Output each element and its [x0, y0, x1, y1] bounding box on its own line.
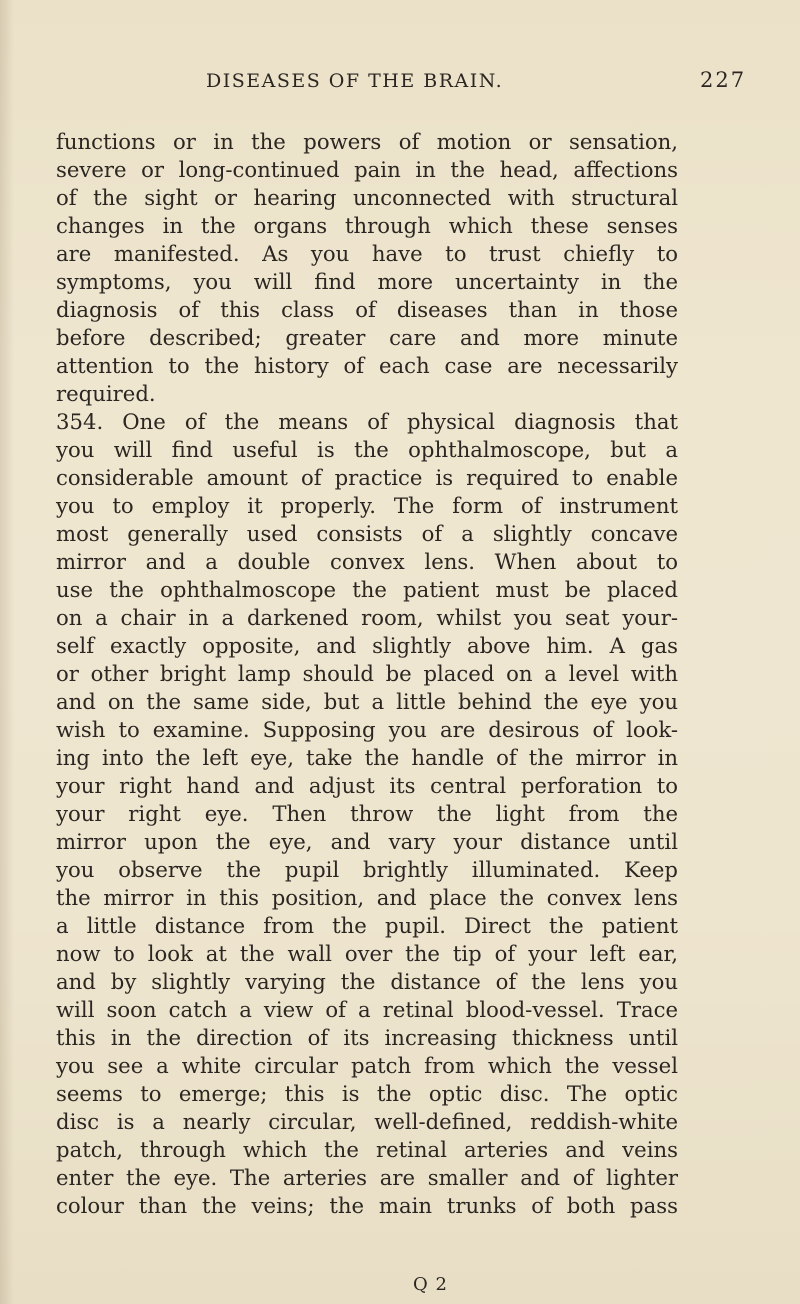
paragraph-354-start: 354. One of the means of physical diagnosis that: [56, 409, 678, 434]
text-line: attention to the history of each case are necessarily: [56, 353, 678, 378]
text-line: seems to emerge; this is the optic disc. The optic: [56, 1081, 678, 1106]
page-number: 227: [700, 68, 747, 92]
text-line: on a chair in a darkened room, whilst you seat your-: [56, 605, 678, 630]
text-line: this in the direction of its increasing thickness until: [56, 1025, 678, 1050]
text-line: severe or long-continued pain in the head, affections: [56, 157, 678, 182]
text-line: your right hand and adjust its central perforation to: [56, 773, 678, 798]
text-line: you to employ it properly. The form of instrument: [56, 493, 678, 518]
text-line: you observe the pupil brightly illuminated. Keep: [56, 857, 678, 882]
running-head: DISEASES OF THE BRAIN.: [206, 70, 504, 92]
text-line: considerable amount of practice is required to enable: [56, 465, 678, 490]
text-line: ing into the left eye, take the handle of the mirror in: [56, 745, 678, 770]
text-line: enter the eye. The arteries are smaller and of lighter: [56, 1165, 678, 1190]
page-gutter-shadow: [0, 0, 14, 1304]
text-line: symptoms, you will find more uncertainty in the: [56, 269, 678, 294]
text-line: most generally used consists of a slightly concave: [56, 521, 678, 546]
text-line: will soon catch a view of a retinal blood-vessel. Trace: [56, 997, 678, 1022]
text-line: use the ophthalmoscope the patient must be placed: [56, 577, 678, 602]
text-line: the mirror in this position, and place the convex lens: [56, 885, 678, 910]
text-line: disc is a nearly circular, well-defined, reddish-white: [56, 1109, 678, 1134]
page-header: [206, 70, 746, 100]
text-line: or other bright lamp should be placed on a level with: [56, 661, 678, 686]
text-line: patch, through which the retinal arteries and veins: [56, 1137, 678, 1162]
text-line: are manifested. As you have to trust chiefly to: [56, 241, 678, 266]
text-line: you will find useful is the ophthalmoscope, but a: [56, 437, 678, 462]
text-line: and on the same side, but a little behind the eye you: [56, 689, 678, 714]
text-line: of the sight or hearing unconnected with structural: [56, 185, 678, 210]
text-line: self exactly opposite, and slightly above him. A gas: [56, 633, 678, 658]
text-line: required.: [56, 381, 156, 406]
text-line: your right eye. Then throw the light from the: [56, 801, 678, 826]
body-text: [56, 128, 678, 1220]
text-line: changes in the organs through which these senses: [56, 213, 678, 238]
text-line: a little distance from the pupil. Direct the patient: [56, 913, 678, 938]
text-line: before described; greater care and more minute: [56, 325, 678, 350]
text-line: mirror upon the eye, and vary your distance until: [56, 829, 678, 854]
text-line: mirror and a double convex lens. When about to: [56, 549, 678, 574]
text-line: colour than the veins; the main trunks of both pass: [56, 1193, 678, 1218]
text-line: diagnosis of this class of diseases than in those: [56, 297, 678, 322]
text-line: wish to examine. Supposing you are desirous of look-: [56, 717, 678, 742]
text-line: you see a white circular patch from which the vessel: [56, 1053, 678, 1078]
text-line: functions or in the powers of motion or sensation,: [56, 129, 678, 154]
signature-mark: Q 2: [413, 1274, 448, 1295]
text-line: and by slightly varying the distance of the lens you: [56, 969, 678, 994]
text-line: now to look at the wall over the tip of your left ear,: [56, 941, 678, 966]
